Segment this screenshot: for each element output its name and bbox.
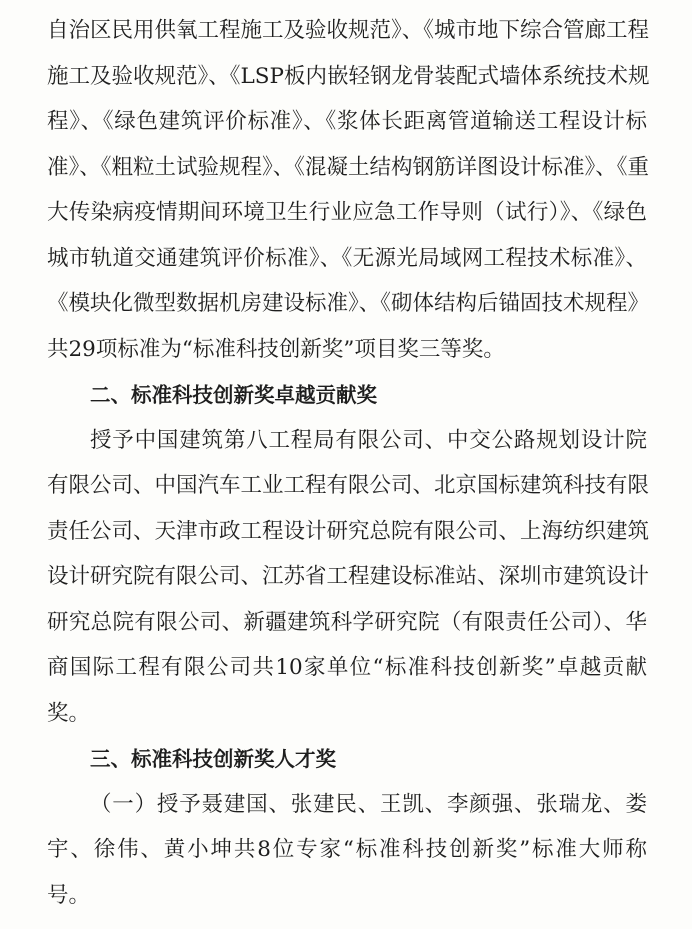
body-text-line: 奖。 <box>47 701 91 726</box>
body-text-line: 共29项标准为“标准科技创新奖”项目奖三等奖。 <box>47 337 505 362</box>
body-text-line: 大传染病疫情期间环境卫生行业应急工作导则（试行）》、《绿色 <box>47 200 647 225</box>
body-text-line: 号。 <box>47 883 91 908</box>
section-heading: 三、标准科技创新奖人才奖 <box>90 747 336 771</box>
body-text-line: 授予中国建筑第八工程局有限公司、中交公路规划设计院 <box>90 428 647 453</box>
body-text-line: 研究总院有限公司、新疆建筑科学研究院（有限责任公司）、华 <box>47 610 647 635</box>
body-text-line: 《模块化微型数据机房建设标准》、《砌体结构后锚固技术规程》 <box>47 291 650 316</box>
body-text-line: 程》、《绿色建筑评价标准》、《浆体长距离管道输送工程设计标 <box>47 109 647 134</box>
body-text-line: （一）授予聂建国、张建民、王凯、李颜强、张瑞龙、娄 <box>90 792 647 817</box>
body-text-line: 准》、《粗粒土试验规程》、《混凝土结构钢筋详图设计标准》、《重 <box>47 155 650 180</box>
body-text-line: 有限公司、中国汽车工业工程有限公司、北京国标建筑科技有限 <box>47 473 650 498</box>
body-text-line: 商国际工程有限公司共10家单位“标准科技创新奖”卓越贡献 <box>47 655 647 680</box>
body-text-line: 责任公司、天津市政工程设计研究总院有限公司、上海纺织建筑 <box>47 519 650 544</box>
section-heading: 二、标准科技创新奖卓越贡献奖 <box>90 383 377 407</box>
body-text-line: 设计研究院有限公司、江苏省工程建设标准站、深圳市建筑设计 <box>47 564 650 589</box>
body-text-line: 自治区民用供氧工程施工及验收规范》、《城市地下综合管廊工程 <box>47 18 650 43</box>
body-text-line: 城市轨道交通建筑评价标准》、《无源光局域网工程技术标准》、 <box>47 246 647 271</box>
body-text-line: 施工及验收规范》、《LSP板内嵌轻钢龙骨装配式墙体系统技术规 <box>47 64 650 89</box>
body-text-line: 宇、徐伟、黄小坤共8位专家“标准科技创新奖”标准大师称 <box>47 837 647 862</box>
